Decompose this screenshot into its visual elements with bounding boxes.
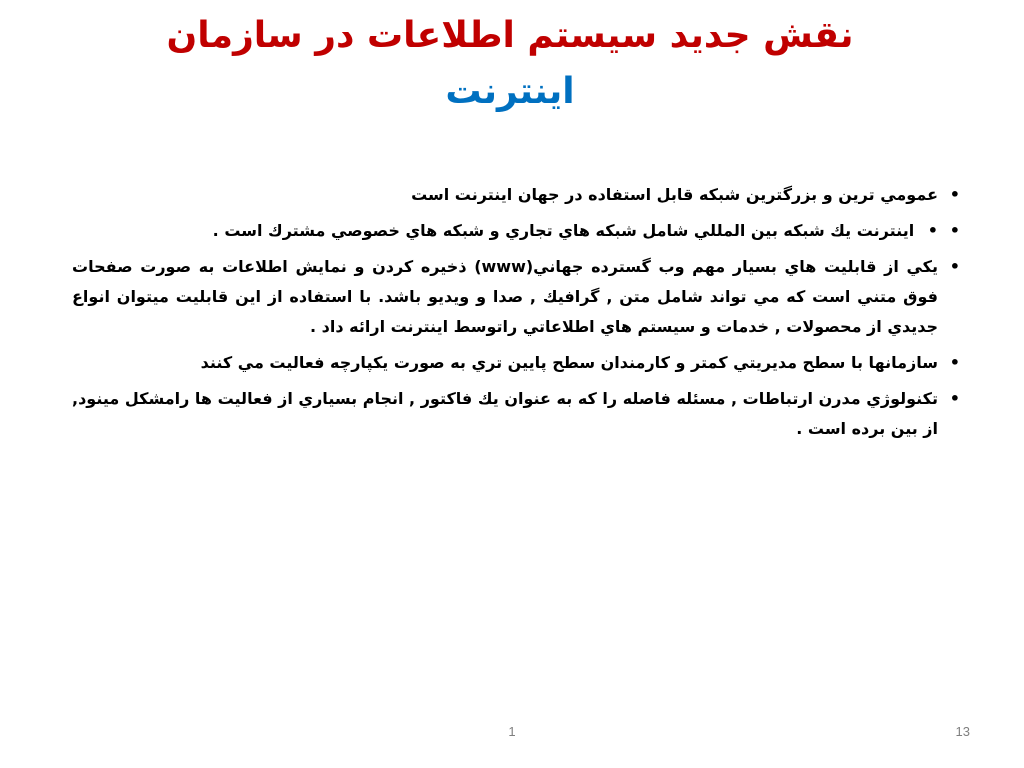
bullet-text: تكنولوژي مدرن ارتباطات , مسئله فاصله را كه به عنوان يك فاكتور , انجام بسياري از فعاليت ها رامشكل مينود, از بين برده است . xyxy=(72,389,938,438)
bullet-marker-icon: • xyxy=(949,221,960,240)
title-line-1: نقش جديد سيستم اطلاعات در سازمان xyxy=(166,15,854,56)
bullet-text: يكي از قابليت هاي بسيار مهم وب گسترده جهاني(www) ذخيره كردن و نمايش اطلاعات به صورت صفحات فوق متني است كه مي تواند شامل متن , گرافيك , صدا و ويديو باشد. با استفاده از اين قابليت ميتوان انواع جديدي از محصولات , خدمات و سيستم هاي اطلاعاتي راتوسط اينترنت ارائه داد . xyxy=(72,257,938,336)
bullet-marker-icon: • xyxy=(949,389,960,408)
title-line-2: اينترنت xyxy=(445,71,575,112)
slide-title xyxy=(90,8,930,120)
bullet-item xyxy=(72,252,960,342)
bullet-item xyxy=(72,180,960,210)
slide-body xyxy=(72,180,960,450)
bullet-text: اينترنت يك شبكه بين المللي شامل شبكه هاي تجاري و شبكه هاي خصوصي مشترك است . xyxy=(212,221,915,240)
bullet-item xyxy=(72,384,960,444)
bullet-text: سازمانها با سطح مديريتي كمتر و كارمندان سطح پايين تري به صورت يكپارچه فعاليت مي كنند xyxy=(200,353,938,372)
bullet-marker-icon: • xyxy=(949,185,960,204)
bullet-item xyxy=(72,348,960,378)
footer-page-number: 1 xyxy=(508,724,516,739)
bullet-list xyxy=(72,180,960,444)
bullet-marker-icon: • xyxy=(949,353,960,372)
bullet-item xyxy=(72,216,960,246)
bullet-marker-icon: • xyxy=(949,257,960,276)
inner-bullet-marker-icon: • xyxy=(927,221,938,240)
bullet-text: عمومي ترين و بزرگترين شبكه قابل استفاده در جهان اينترنت است xyxy=(411,185,938,204)
footer-slide-number: 13 xyxy=(955,724,970,739)
